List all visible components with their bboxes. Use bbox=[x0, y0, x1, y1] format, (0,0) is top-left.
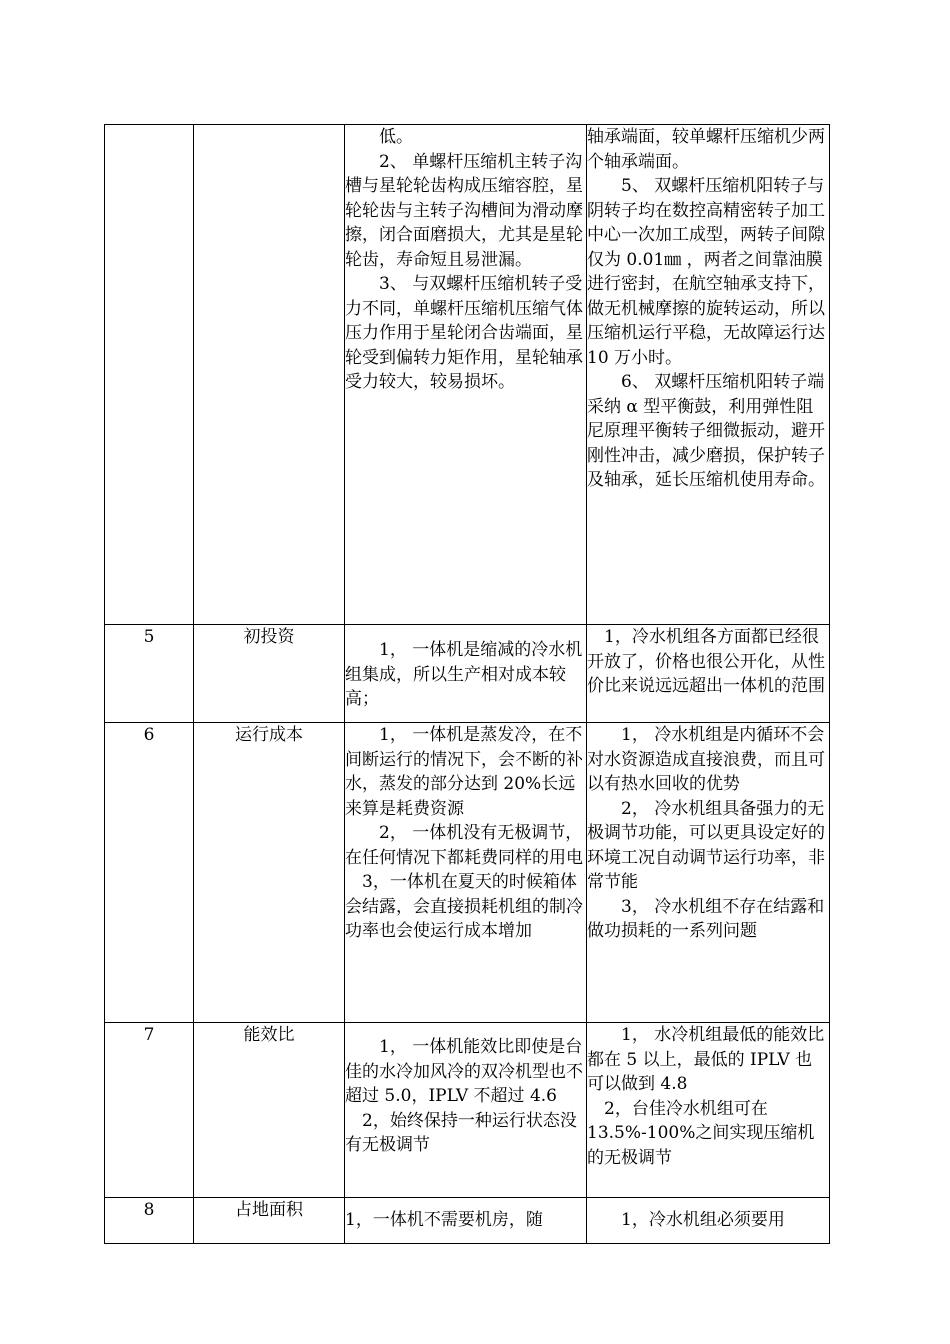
right-cell bbox=[587, 625, 830, 723]
right-cell bbox=[587, 125, 830, 625]
cell-text: 2， 一体机没有无极调节，在任何情况下都耗费同样的用电 bbox=[345, 823, 583, 868]
row-category bbox=[194, 125, 345, 625]
row-number bbox=[105, 125, 194, 625]
cell-text: 1， 一体机是缩减的冷水机组集成，所以生产相对成本较高； bbox=[345, 640, 583, 709]
cell-text: 3，一体机在夏天的时候箱体会结露，会直接损耗机组的制冷功率也会使运行成本增加 bbox=[345, 872, 583, 941]
cell-text: 5、 双螺杆压缩机阳转子与阴转子均在数控高精密转子加工中心一次加工成型，两转子间隙仅为 0.01㎜ ，两者之间靠油膜进行密封，在航空轴承支持下，做无机械摩擦的旋转运动，所以压缩机运行平稳，无故障运行达 10 万小时。 bbox=[587, 176, 825, 368]
row-category: 占地面积 bbox=[194, 1198, 345, 1244]
cell-text: 1， 一体机能效比即使是台佳的水冷加风冷的双冷机型也不超过 5.0，IPLV 不超过 4.6 bbox=[345, 1037, 583, 1106]
row-category: 能效比 bbox=[194, 1023, 345, 1198]
cell-text: 1，冷水机组必须要用 bbox=[621, 1210, 785, 1230]
left-cell bbox=[345, 1023, 587, 1198]
left-cell bbox=[345, 625, 587, 723]
cell-text: 3， 冷水机组不存在结露和做功损耗的一系列问题 bbox=[587, 896, 825, 941]
row-category: 初投资 bbox=[194, 625, 345, 723]
row-number: 7 bbox=[105, 1023, 194, 1198]
cell-text: 2，始终保持一种运行状态没有无极调节 bbox=[345, 1110, 577, 1155]
cell-text: 1，冷水机组各方面都已经很开放了，价格也很公开化，从性价比来说远远超出一体机的范围 bbox=[587, 627, 825, 696]
right-cell bbox=[587, 1198, 830, 1244]
table-row bbox=[105, 1023, 830, 1198]
cell-text: 低。 bbox=[379, 127, 413, 147]
table-row bbox=[105, 625, 830, 723]
left-cell bbox=[345, 723, 587, 1023]
cell-text: 2， 冷水机组具备强力的无极调节功能，可以更具设定好的环境工况自动调节运行功率，非常节能 bbox=[587, 798, 825, 892]
table-row bbox=[105, 1198, 830, 1244]
row-number: 5 bbox=[105, 625, 194, 723]
cell-text: 1， 一体机是蒸发冷，在不间断运行的情况下，会不断的补水，蒸发的部分达到 20%长远来算是耗费资源 bbox=[345, 725, 583, 819]
cell-text: 1， 冷水机组是内循环不会对水资源造成直接浪费，而且可以有热水回收的优势 bbox=[587, 725, 825, 794]
cell-text: 6、 双螺杆压缩机阳转子端采纳 α 型平衡鼓，利用弹性阻尼原理平衡转子细微振动，避开刚性冲击，减少磨损，保护转子及轴承，延长压缩机使用寿命。 bbox=[587, 372, 825, 490]
table-row bbox=[105, 723, 830, 1023]
table-row bbox=[105, 125, 830, 625]
cell-text: 2，台佳冷水机组可在 13.5%-100%之间实现压缩机的无极调节 bbox=[587, 1098, 815, 1168]
comparison-table bbox=[104, 124, 830, 1244]
left-cell bbox=[345, 125, 587, 625]
cell-text: 轴承端面，较单螺杆压缩机少两个轴承端面。 bbox=[587, 127, 825, 172]
cell-text: 1，一体机不需要机房，随 bbox=[345, 1210, 543, 1230]
row-number: 6 bbox=[105, 723, 194, 1023]
row-category: 运行成本 bbox=[194, 723, 345, 1023]
cell-text: 1， 水冷机组最低的能效比都在 5 以上，最低的 IPLV 也可以做到 4.8 bbox=[587, 1025, 825, 1094]
row-number: 8 bbox=[105, 1198, 194, 1244]
cell-text: 3、 与双螺杆压缩机转子受力不同，单螺杆压缩机压缩气体压力作用于星轮闭合齿端面，星轮受到偏转力矩作用，星轮轴承受力较大，较易损坏。 bbox=[345, 274, 583, 392]
right-cell bbox=[587, 723, 830, 1023]
cell-text: 2、 单螺杆压缩机主转子沟槽与星轮轮齿构成压缩容腔，星轮轮齿与主转子沟槽间为滑动摩擦，闭合面磨损大，尤其是星轮轮齿，寿命短且易泄漏。 bbox=[345, 151, 583, 270]
right-cell bbox=[587, 1023, 830, 1198]
left-cell bbox=[345, 1198, 587, 1244]
